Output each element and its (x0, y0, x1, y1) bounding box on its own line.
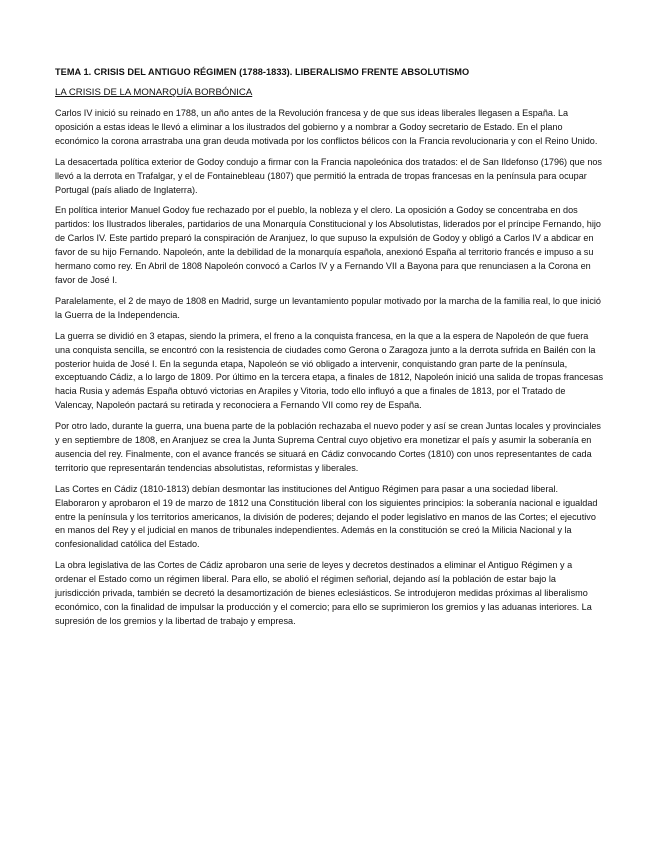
paragraph: La obra legislativa de las Cortes de Cádiz aprobaron una serie de leyes y decretos destinados a eliminar el Antiguo Régimen y a ordenar el Estado como un régimen liberal. Para ello, se abolió el régimen señorial, dejando así la población de estar bajo la jurisdicción privada, también se decretó la desamortización de bienes eclesiásticos. Se introdujeron medidas próximas al liberalismo económico, con la finalidad de impulsar la producción y el comercio; para ello se suprimieron los gremios y las aduanas interiores. La supresión de los gremios y la libertad de trabajo y empresa. (55, 560, 592, 626)
paragraph: La guerra se dividió en 3 etapas, siendo la primera, el freno a la conquista francesa, en la que a la espera de Napoleón de que fuera una conquista sencilla, se encontró con la resistencia de ciudades como Gerona o Zaragoza junto a la derrota sufrida en Bailén con la posterior huida de José I. En la segunda etapa, Napoleón se vió obligado a intervenir, conquistando gran parte de la península, exceptuando Cádiz, a lo largo de 1809. Por último en la tercera etapa, a finales de 1812, Napoleón inició una salida de tropas francesas hacia Rusia y además España obtuvó victorias en Arapiles y Vitoria, todo ello influyó a que a finales de 1813, por el Tratado de Valencay, Napoleón pactará su retirada y reconociera a Fernando VII como rey de España. (55, 330, 604, 411)
paragraph: Paralelamente, el 2 de mayo de 1808 en Madrid, surge un levantamiento popular motivado por la marcha de la familia real, lo que inició la Guerra de la Independencia. (55, 295, 601, 320)
document-page (55, 66, 603, 636)
document-title: TEMA 1. CRISIS DEL ANTIGUO RÉGIMEN (1788-1833). LIBERALISMO FRENTE ABSOLUTISMO (55, 67, 470, 77)
section-heading: LA CRISIS DE LA MONARQUÍA BORBÓNICA (55, 87, 253, 98)
paragraph: La desacertada política exterior de Godoy condujo a firmar con la Francia napoleónica dos tratados: el de San Ildefonso (1796) que nos llevó a la derrota en Trafalgar, y el de Fontainebleau (1807) que permitió la entrada de tropas francesas en la península para ocupar Portugal (país aliado de Inglaterra). (55, 156, 602, 195)
paragraph: Carlos IV inició su reinado en 1788, un año antes de la Revolución francesa y de que sus ideas liberales llegasen a España. La oposición a estas ideas le llevó a eliminar a los ilustrados del gobierno y a nombrar a Godoy secretario de Estado. En el plano económico la corona arrastraba una gran deuda motivada por los conflictos bélicos con la Francia revolucionaria y con el Reino Unido. (55, 108, 598, 146)
paragraph: En política interior Manuel Godoy fue rechazado por el pueblo, la nobleza y el clero. La oposición a Godoy se concentraba en dos partidos: los Ilustrados liberales, partidarios de una Monarquía Constitucional y los Absolutistas, liderados por el príncipe Fernando, hijo de Carlos IV. Este partido preparó la conspiración de Aranjuez, lo que supuso la expulsión de Godoy y obligó a Carlos IV a abdicar en favor de su hijo Fernando. Napoleón, ante la debilidad de la monarquía española, anexionó España al territorio francés e impuso a su hermano como rey. En Abril de 1808 Napoleón convocó a Carlos IV y a Fernando VII a Bayona para que renunciasen a la Corona en favor de José I. (55, 205, 601, 285)
paragraph: Las Cortes en Cádiz (1810-1813) debían desmontar las instituciones del Antiguo Régimen para pasar a una sociedad liberal. Elaboraron y aprobaron el 19 de marzo de 1812 una Constitución liberal con los siguientes principios: la soberanía nacional e igualdad entre la península y los territorios americanos, la división de poderes; dejando el poder legislativo en manos de las Cortes; el ejecutivo en manos del Rey y el judicial en manos de tribunales independientes. Además en la constitución se creó la Milicia Nacional y la confesionalidad católica del Estado. (55, 483, 598, 550)
paragraph: Por otro lado, durante la guerra, una buena parte de la población rechazaba el nuevo poder y así se crean Juntas locales y provinciales y en septiembre de 1808, en Aranjuez se crea la Junta Suprema Central cuyo objetivo era monetizar el país y asumir la soberanía en ausencia del rey. Finalmente, con el avance francés se situará en Cádiz convocando Cortes (1810) con unos representantes de cada territorio que representarán tendencias absolutistas, reformistas y liberales. (55, 421, 601, 473)
